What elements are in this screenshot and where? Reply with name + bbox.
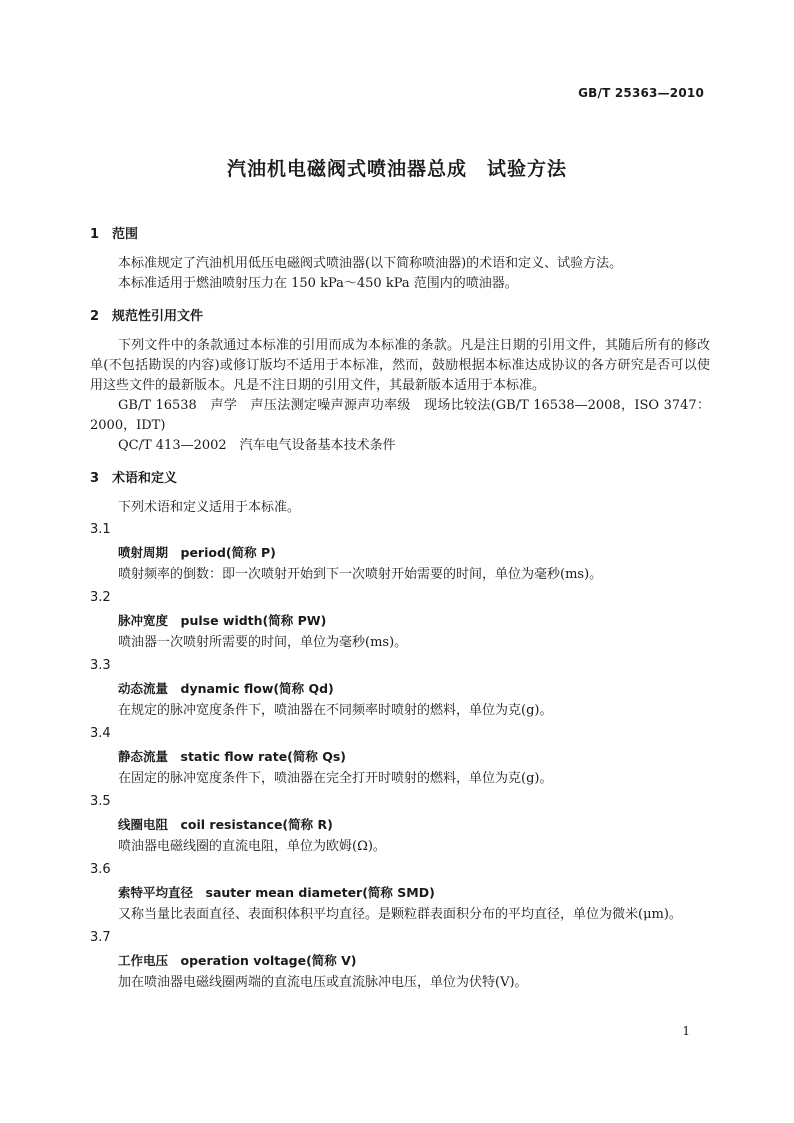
term-entry xyxy=(90,858,710,926)
term-name: 动态流量 dynamic flow(简称 Qd) xyxy=(118,681,334,696)
term-definition: 喷射频率的倒数：即一次喷射开始到下一次喷射开始需要的时间，单位为毫秒(ms)。 xyxy=(118,567,603,582)
term-number: 3.4 xyxy=(90,726,111,741)
section-heading-scope xyxy=(90,222,710,248)
paragraph: 下列文件中的条款通过本标准的引用而成为本标准的条款。凡是注日期的引用文件，其随后所有的修改单(不包括勘误的内容)或修订版均不适用于本标准，然而，鼓励根据本标准达成协议的各方研究是否可以使用这些文件的最新版本。凡是不注日期的引用文件，其最新版本适用于本标准。 xyxy=(90,338,710,393)
term-number: 3.2 xyxy=(90,590,111,605)
paragraph: 本标准适用于燃油喷射压力在 150 kPa～450 kPa 范围内的喷油器。 xyxy=(118,276,518,291)
standard-code: GB/T 25363—2010 xyxy=(578,86,704,100)
reference-item: QC/T 413—2002 汽车电气设备基本技术条件 xyxy=(118,438,396,453)
term-entry xyxy=(90,586,710,654)
paragraph: 下列术语和定义适用于本标准。 xyxy=(118,500,301,515)
term-name: 静态流量 static flow rate(简称 Qs) xyxy=(118,749,347,764)
document-title: 汽油机电磁阀式喷油器总成 试验方法 xyxy=(226,158,567,180)
term-definition: 加在喷油器电磁线圈两端的直流电压或直流脉冲电压，单位为伏特(V)。 xyxy=(118,975,528,990)
term-name: 线圈电阻 coil resistance(简称 R) xyxy=(118,817,333,832)
term-entry xyxy=(90,926,710,994)
term-entry xyxy=(90,722,710,790)
document-body xyxy=(90,222,710,994)
term-definition: 又称当量比表面直径、表面积体积平均直径。是颗粒群表面积分布的平均直径，单位为微米(μm)。 xyxy=(118,907,682,922)
term-name: 喷射周期 period(简称 P) xyxy=(118,545,276,560)
page-number: 1 xyxy=(682,1024,690,1038)
section-number: 3 xyxy=(90,471,100,486)
term-definition: 在规定的脉冲宽度条件下，喷油器在不同频率时喷射的燃料，单位为克(g)。 xyxy=(118,703,553,718)
term-entry xyxy=(90,790,710,858)
term-entry xyxy=(90,518,710,586)
term-number: 3.7 xyxy=(90,930,111,945)
section-heading-normative-references xyxy=(90,304,710,330)
term-definition: 喷油器一次喷射所需要的时间，单位为毫秒(ms)。 xyxy=(118,635,408,650)
paragraph: 本标准规定了汽油机用低压电磁阀式喷油器(以下简称喷油器)的术语和定义、试验方法。 xyxy=(118,256,623,271)
section-title: 规范性引用文件 xyxy=(112,309,204,324)
term-number: 3.3 xyxy=(90,658,111,673)
section-number: 2 xyxy=(90,309,100,324)
term-definition: 在固定的脉冲宽度条件下，喷油器在完全打开时喷射的燃料，单位为克(g)。 xyxy=(118,771,553,786)
section-title: 范围 xyxy=(112,227,139,242)
term-definition: 喷油器电磁线圈的直流电阻，单位为欧姆(Ω)。 xyxy=(118,839,386,854)
term-name: 工作电压 operation voltage(简称 V) xyxy=(118,953,357,968)
term-number: 3.5 xyxy=(90,794,111,809)
term-name: 脉冲宽度 pulse width(简称 PW) xyxy=(118,613,327,628)
section-title: 术语和定义 xyxy=(112,471,178,486)
section-heading-terms-definitions xyxy=(90,466,710,492)
term-number: 3.6 xyxy=(90,862,111,877)
term-number: 3.1 xyxy=(90,522,111,537)
term-name: 索特平均直径 sauter mean diameter(简称 SMD) xyxy=(118,885,435,900)
reference-item: GB/T 16538 声学 声压法测定噪声源声功率级 现场比较法(GB/T 16538—2008，ISO 3747：2000，IDT) xyxy=(90,398,710,433)
section-number: 1 xyxy=(90,227,100,242)
term-entry xyxy=(90,654,710,722)
